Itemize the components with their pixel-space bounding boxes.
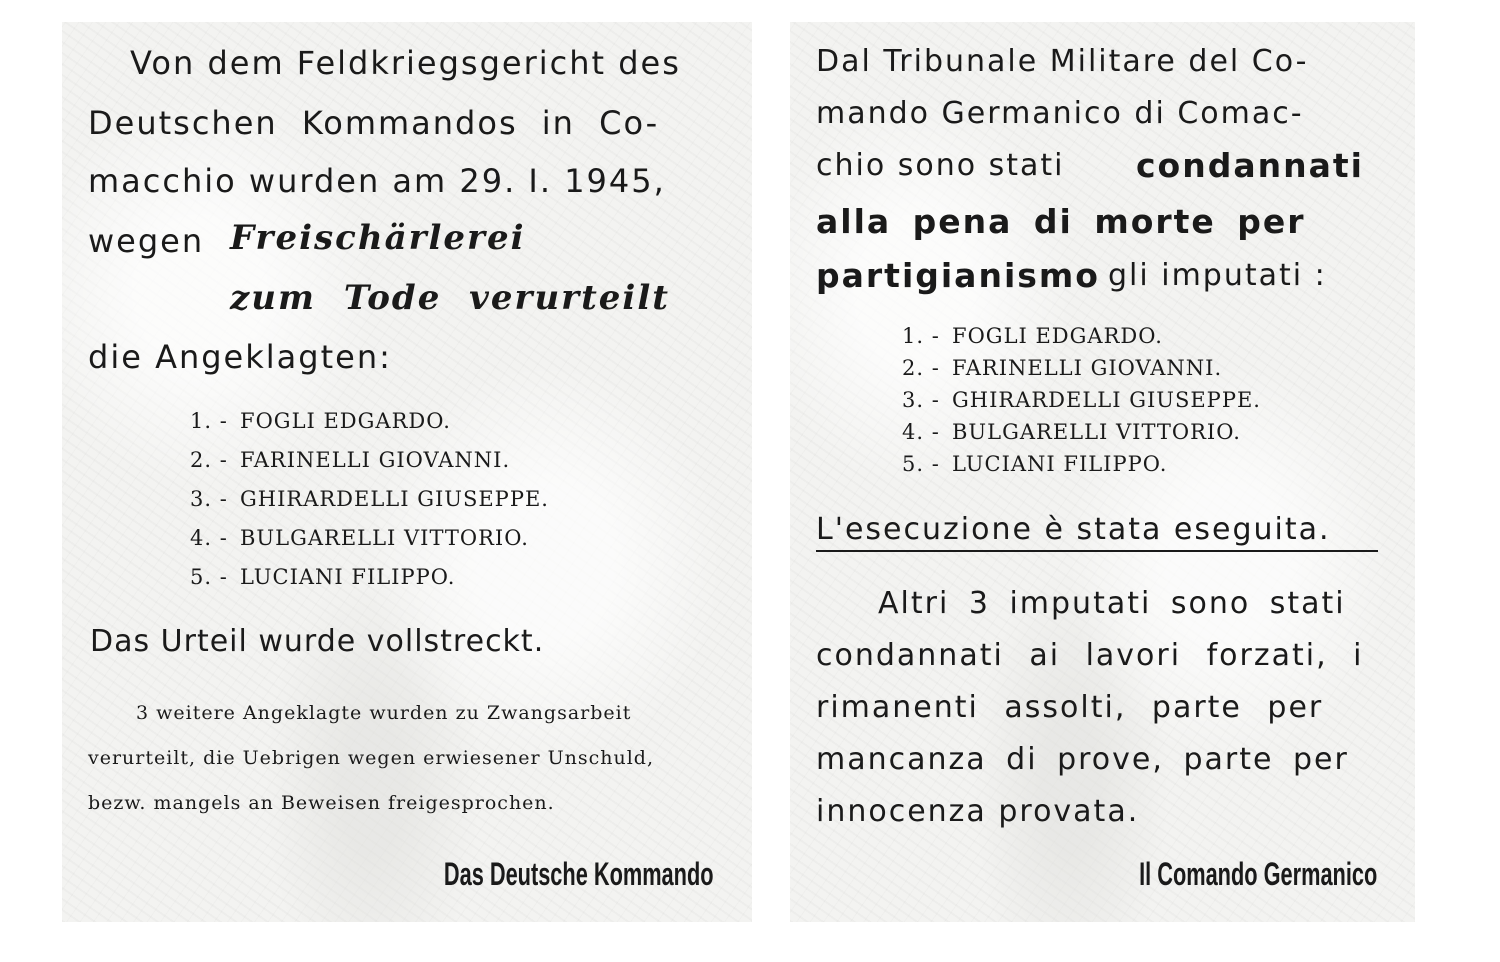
- defendant-name: FOGLI EDGARDO.: [952, 324, 1163, 348]
- defendant-name: LUCIANI FILIPPO.: [952, 452, 1168, 476]
- italian-others-line-3: rimanenti assolti, parte per: [816, 690, 1324, 725]
- italian-line-4-bold: alla pena di morte per: [816, 202, 1306, 241]
- defendant-name: FOGLI EDGARDO.: [240, 409, 451, 433]
- list-number: 2. -: [902, 356, 940, 380]
- defendant-name: FARINELLI GIOVANNI.: [952, 356, 1223, 380]
- italian-notice-panel: [790, 22, 1415, 922]
- list-number: 1. -: [902, 324, 940, 348]
- german-defendant-1: [190, 409, 451, 433]
- german-others-line-1: 3 weitere Angeklagte wurden zu Zwangsarbeit: [136, 702, 632, 724]
- italian-defendant-5: [902, 452, 1167, 476]
- list-number: 5. -: [902, 452, 940, 476]
- italian-intro-line-1: Dal Tribunale Militare del Co-: [816, 44, 1309, 79]
- german-charge-line-2: zum Tode verurteilt: [230, 278, 670, 318]
- defendant-name: FARINELLI GIOVANNI.: [240, 448, 511, 472]
- defendant-name: BULGARELLI VITTORIO.: [952, 420, 1241, 444]
- defendant-name: GHIRARDELLI GIUSEPPE.: [952, 388, 1261, 412]
- german-others-line-2: verurteilt, die Uebrigen wegen erwiesener Unschuld,: [88, 747, 655, 769]
- italian-line-5-plain: gli imputati :: [1108, 258, 1327, 293]
- italian-others-line-1: Altri 3 imputati sono stati: [878, 586, 1346, 621]
- italian-others-line-2: condannati ai lavori forzati, i: [816, 638, 1364, 673]
- german-verdict-executed: Das Urteil wurde vollstreckt.: [90, 624, 545, 659]
- execution-underline: [816, 550, 1378, 552]
- italian-execution-done: L'esecuzione è stata eseguita.: [816, 512, 1331, 547]
- list-number: 3. -: [902, 388, 940, 412]
- list-number: 5. -: [190, 565, 228, 589]
- italian-defendant-3: [902, 388, 1261, 412]
- german-defendant-3: [190, 487, 549, 511]
- defendant-name: BULGARELLI VITTORIO.: [240, 526, 529, 550]
- german-intro-line-2: Deutschen Kommandos in Co-: [88, 104, 660, 142]
- german-notice-panel: [62, 22, 752, 922]
- italian-line-3-bold: condannati: [1136, 146, 1364, 185]
- defendant-name: LUCIANI FILIPPO.: [240, 565, 456, 589]
- list-number: 1. -: [190, 409, 228, 433]
- italian-defendant-1: [902, 324, 1163, 348]
- italian-defendant-4: [902, 420, 1241, 444]
- italian-signature: Il Comando Germanico: [1138, 856, 1377, 892]
- list-number: 4. -: [190, 526, 228, 550]
- german-defendant-2: [190, 448, 510, 472]
- german-others-line-3: bezw. mangels an Beweisen freigesprochen.: [88, 792, 555, 814]
- german-defendant-5: [190, 565, 455, 589]
- defendant-name: GHIRARDELLI GIUSEPPE.: [240, 487, 549, 511]
- list-number: 4. -: [902, 420, 940, 444]
- german-signature: Das Deutsche Kommando: [444, 856, 714, 892]
- italian-others-line-4: mancanza di prove, parte per: [816, 742, 1349, 777]
- italian-intro-line-2: mando Germanico di Comac-: [816, 96, 1304, 131]
- italian-line-5-bold: partigianismo: [816, 256, 1100, 295]
- german-defendants-intro: die Angeklagten:: [88, 338, 392, 376]
- list-number: 2. -: [190, 448, 228, 472]
- german-intro-line-3: macchio wurden am 29. I. 1945,: [88, 162, 666, 200]
- german-charge-line-1: Freischärlerei: [230, 218, 526, 258]
- italian-defendant-2: [902, 356, 1222, 380]
- list-number: 3. -: [190, 487, 228, 511]
- italian-others-line-5: innocenza provata.: [816, 794, 1140, 829]
- german-defendant-4: [190, 526, 529, 550]
- german-intro-line-1: Von dem Feldkriegsgericht des: [130, 44, 681, 82]
- italian-line-3-plain: chio sono stati: [816, 148, 1065, 183]
- german-wegen-label: wegen: [88, 222, 205, 260]
